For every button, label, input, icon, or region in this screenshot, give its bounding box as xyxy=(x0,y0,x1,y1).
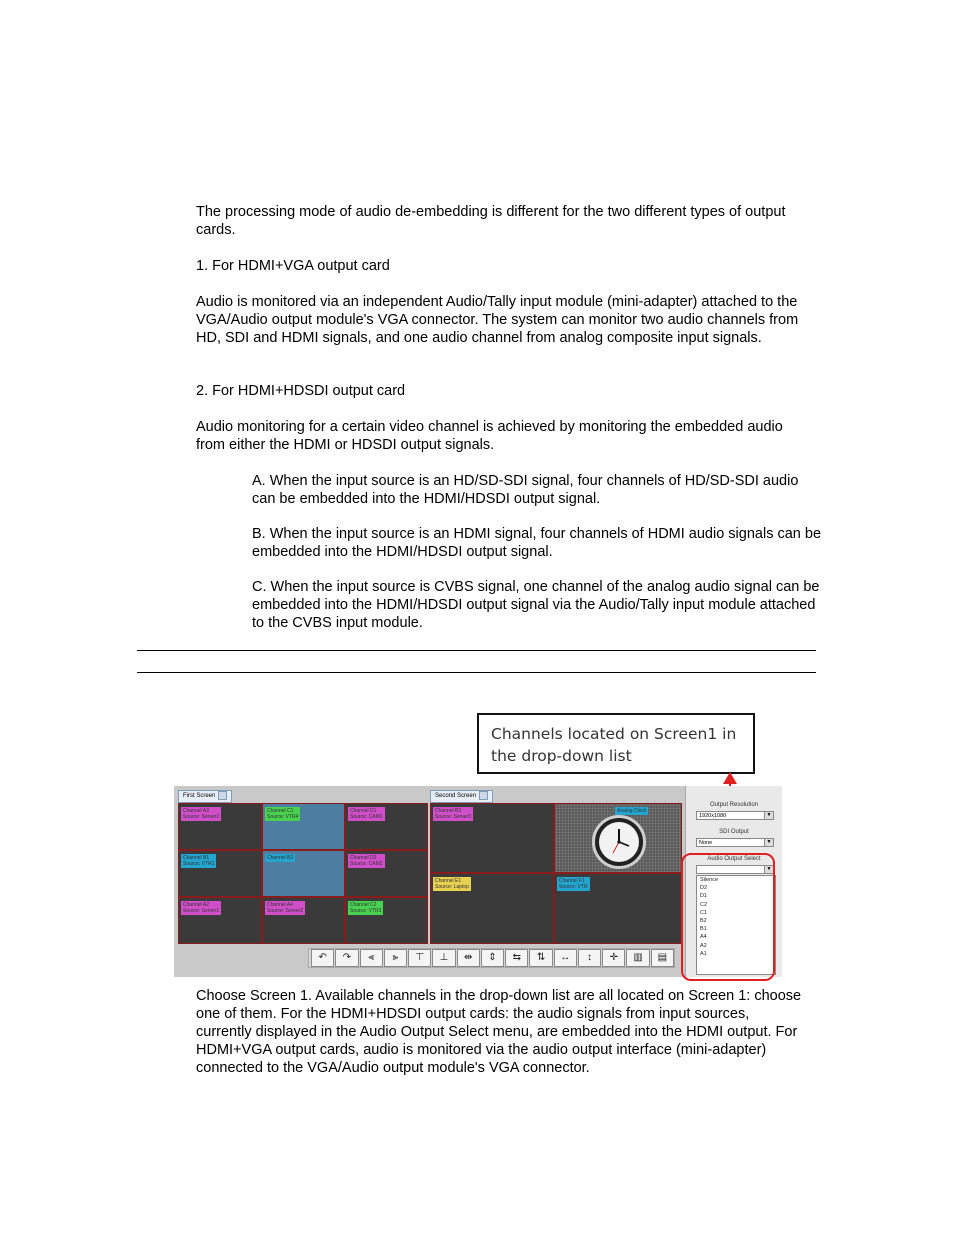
channel-label: Channel D1 Source: CAM1 xyxy=(350,808,383,820)
channel-label: Channel D2 Source: CAM2 xyxy=(350,855,383,867)
dropdown-option[interactable]: B2 xyxy=(700,918,707,925)
channel-label: Channel C2 Source: VTR3 xyxy=(350,902,382,914)
channel-window[interactable] xyxy=(430,803,554,873)
same-width-icon[interactable]: ↔ xyxy=(554,949,577,967)
channel-window[interactable] xyxy=(262,850,345,897)
callout-text: Channels located on Screen1 in the drop-down list xyxy=(491,725,737,765)
split-rows-icon[interactable]: ▤ xyxy=(651,949,674,967)
channel-window[interactable] xyxy=(345,850,428,897)
channel-label: Channel A3 Source: Server2 xyxy=(183,808,220,820)
channel-label: Channel E1 Source: Laptop xyxy=(435,878,469,890)
layout-toolbar xyxy=(308,948,675,968)
output-resolution-select[interactable] xyxy=(696,811,774,820)
undo-icon[interactable]: ↶ xyxy=(311,949,334,967)
audio-output-select-label: Audio Output Select xyxy=(707,856,761,862)
channel-window[interactable] xyxy=(262,803,345,850)
channel-window[interactable] xyxy=(345,803,428,850)
center-horizontal-icon[interactable]: ⇹ xyxy=(457,949,480,967)
tab-first-screen[interactable] xyxy=(178,790,232,803)
chevron-down-icon[interactable]: ▼ xyxy=(764,812,773,819)
tab-label: First Screen xyxy=(183,793,216,800)
case-c-paragraph: C. When the input source is CVBS signal, one channel of the analog audio signal can be embedded into the HDMI/HDSDI output signal via the Audio/Tally input module attached to the CVBS input module. xyxy=(252,579,820,631)
dropdown-option[interactable]: A1 xyxy=(700,950,707,957)
channel-label: Channel C1 Source: VTR4 xyxy=(267,808,299,820)
section-heading-hdmi-vga: 1. For HDMI+VGA output card xyxy=(196,258,390,274)
same-size-icon[interactable]: ✛ xyxy=(602,949,625,967)
close-icon[interactable] xyxy=(218,791,227,800)
tab-label: Second Screen xyxy=(435,793,477,800)
hdmi-vga-paragraph: Audio is monitored via an independent Audio/Tally input module (mini-adapter) attached to the VGA/Audio output module's VGA connector. The system can monitor two audio channels from HD, SDI and HDMI signals, and one audio channel from analog composite input signals. xyxy=(196,294,799,346)
channel-window[interactable] xyxy=(345,897,428,944)
align-right-icon[interactable]: ⫸ xyxy=(384,949,407,967)
dropdown-option[interactable]: C2 xyxy=(700,901,708,908)
analog-clock-icon xyxy=(592,815,646,869)
distribute-vertical-icon[interactable]: ⇅ xyxy=(529,949,552,967)
hdmi-hdsdi-paragraph: Audio monitoring for a certain video channel is achieved by monitoring the embedded audio from either the HDMI or HDSDI output signals. xyxy=(196,419,783,453)
chevron-down-icon[interactable]: ▼ xyxy=(764,839,773,846)
channel-label: Analog Clock xyxy=(617,808,647,814)
channel-label: Channel F1 Source: VTR xyxy=(559,878,588,890)
case-b-paragraph: B. When the input source is an HDMI signal, four channels of HDMI audio signals can be embedded into the HDMI/HDSDI output signal. xyxy=(252,526,822,560)
channel-label: Channel B1 Source: VTR1 xyxy=(183,855,215,867)
channel-window[interactable] xyxy=(178,803,262,850)
dropdown-option[interactable]: Silence xyxy=(700,877,719,883)
channel-label: Channel A2 Source: Server1 xyxy=(183,902,220,914)
dropdown-option[interactable]: A4 xyxy=(700,934,707,941)
divider-top xyxy=(137,650,816,651)
figure-caption: Choose Screen 1. Available channels in the drop-down list are all located on Screen 1: choose one of them. For the HDMI+HDSDI output cards: the audio signals from input sources, currently displayed in the Audio Output Select menu, are embedded into the HDMI output. For HDMI+VGA output cards, audio is monitored via the audio output interface (mini-adapter) connected to the VGA/Audio output module's VGA connector. xyxy=(196,988,802,1076)
divider-bottom xyxy=(137,672,816,673)
channel-label: Channel B2 xyxy=(267,855,294,861)
output-resolution-value: 1920x1080 xyxy=(699,813,727,819)
chevron-down-icon[interactable]: ▼ xyxy=(764,866,773,873)
redo-icon[interactable]: ↷ xyxy=(335,949,358,967)
dropdown-option[interactable]: A2 xyxy=(700,942,707,949)
channel-window[interactable] xyxy=(178,897,262,944)
tab-second-screen[interactable] xyxy=(430,790,493,803)
callout-box xyxy=(477,713,755,774)
channel-label: Channel B3 Source: Server3 xyxy=(435,808,472,820)
output-resolution-label: Output Resolution xyxy=(709,802,759,808)
dropdown-option[interactable]: D1 xyxy=(700,893,708,900)
dropdown-option[interactable]: D2 xyxy=(700,885,708,892)
close-icon[interactable] xyxy=(479,791,488,800)
dropdown-option[interactable]: B1 xyxy=(700,926,707,933)
channel-window[interactable] xyxy=(262,897,345,944)
highlight-oval xyxy=(681,853,775,981)
align-top-icon[interactable]: ⊤ xyxy=(408,949,431,967)
dropdown-option[interactable]: C1 xyxy=(700,909,708,916)
channel-label: Channel A4 Source: Server2 xyxy=(267,902,304,914)
distribute-horizontal-icon[interactable]: ⇆ xyxy=(505,949,528,967)
sdi-output-label: SDI Output xyxy=(719,829,749,835)
align-bottom-icon[interactable]: ⊥ xyxy=(432,949,455,967)
sdi-output-value: None xyxy=(699,840,713,846)
channel-window[interactable] xyxy=(178,850,262,897)
section-heading-hdmi-hdsdi: 2. For HDMI+HDSDI output card xyxy=(196,383,406,399)
intro-paragraph: The processing mode of audio de-embedding is different for the two different types of output cards. xyxy=(196,204,786,238)
callout-arrow-head xyxy=(723,772,737,784)
channel-window[interactable] xyxy=(430,873,554,944)
split-columns-icon[interactable]: ▥ xyxy=(626,949,649,967)
align-left-icon[interactable]: ⫷ xyxy=(360,949,383,967)
center-vertical-icon[interactable]: ⇕ xyxy=(481,949,504,967)
same-height-icon[interactable]: ↕ xyxy=(578,949,601,967)
channel-window[interactable] xyxy=(554,873,682,944)
case-a-paragraph: A. When the input source is an HD/SD-SDI signal, four channels of HD/SD-SDI audio can be embedded into the HDMI/HDSDI output signal. xyxy=(252,473,799,507)
sdi-output-select[interactable] xyxy=(696,838,774,847)
